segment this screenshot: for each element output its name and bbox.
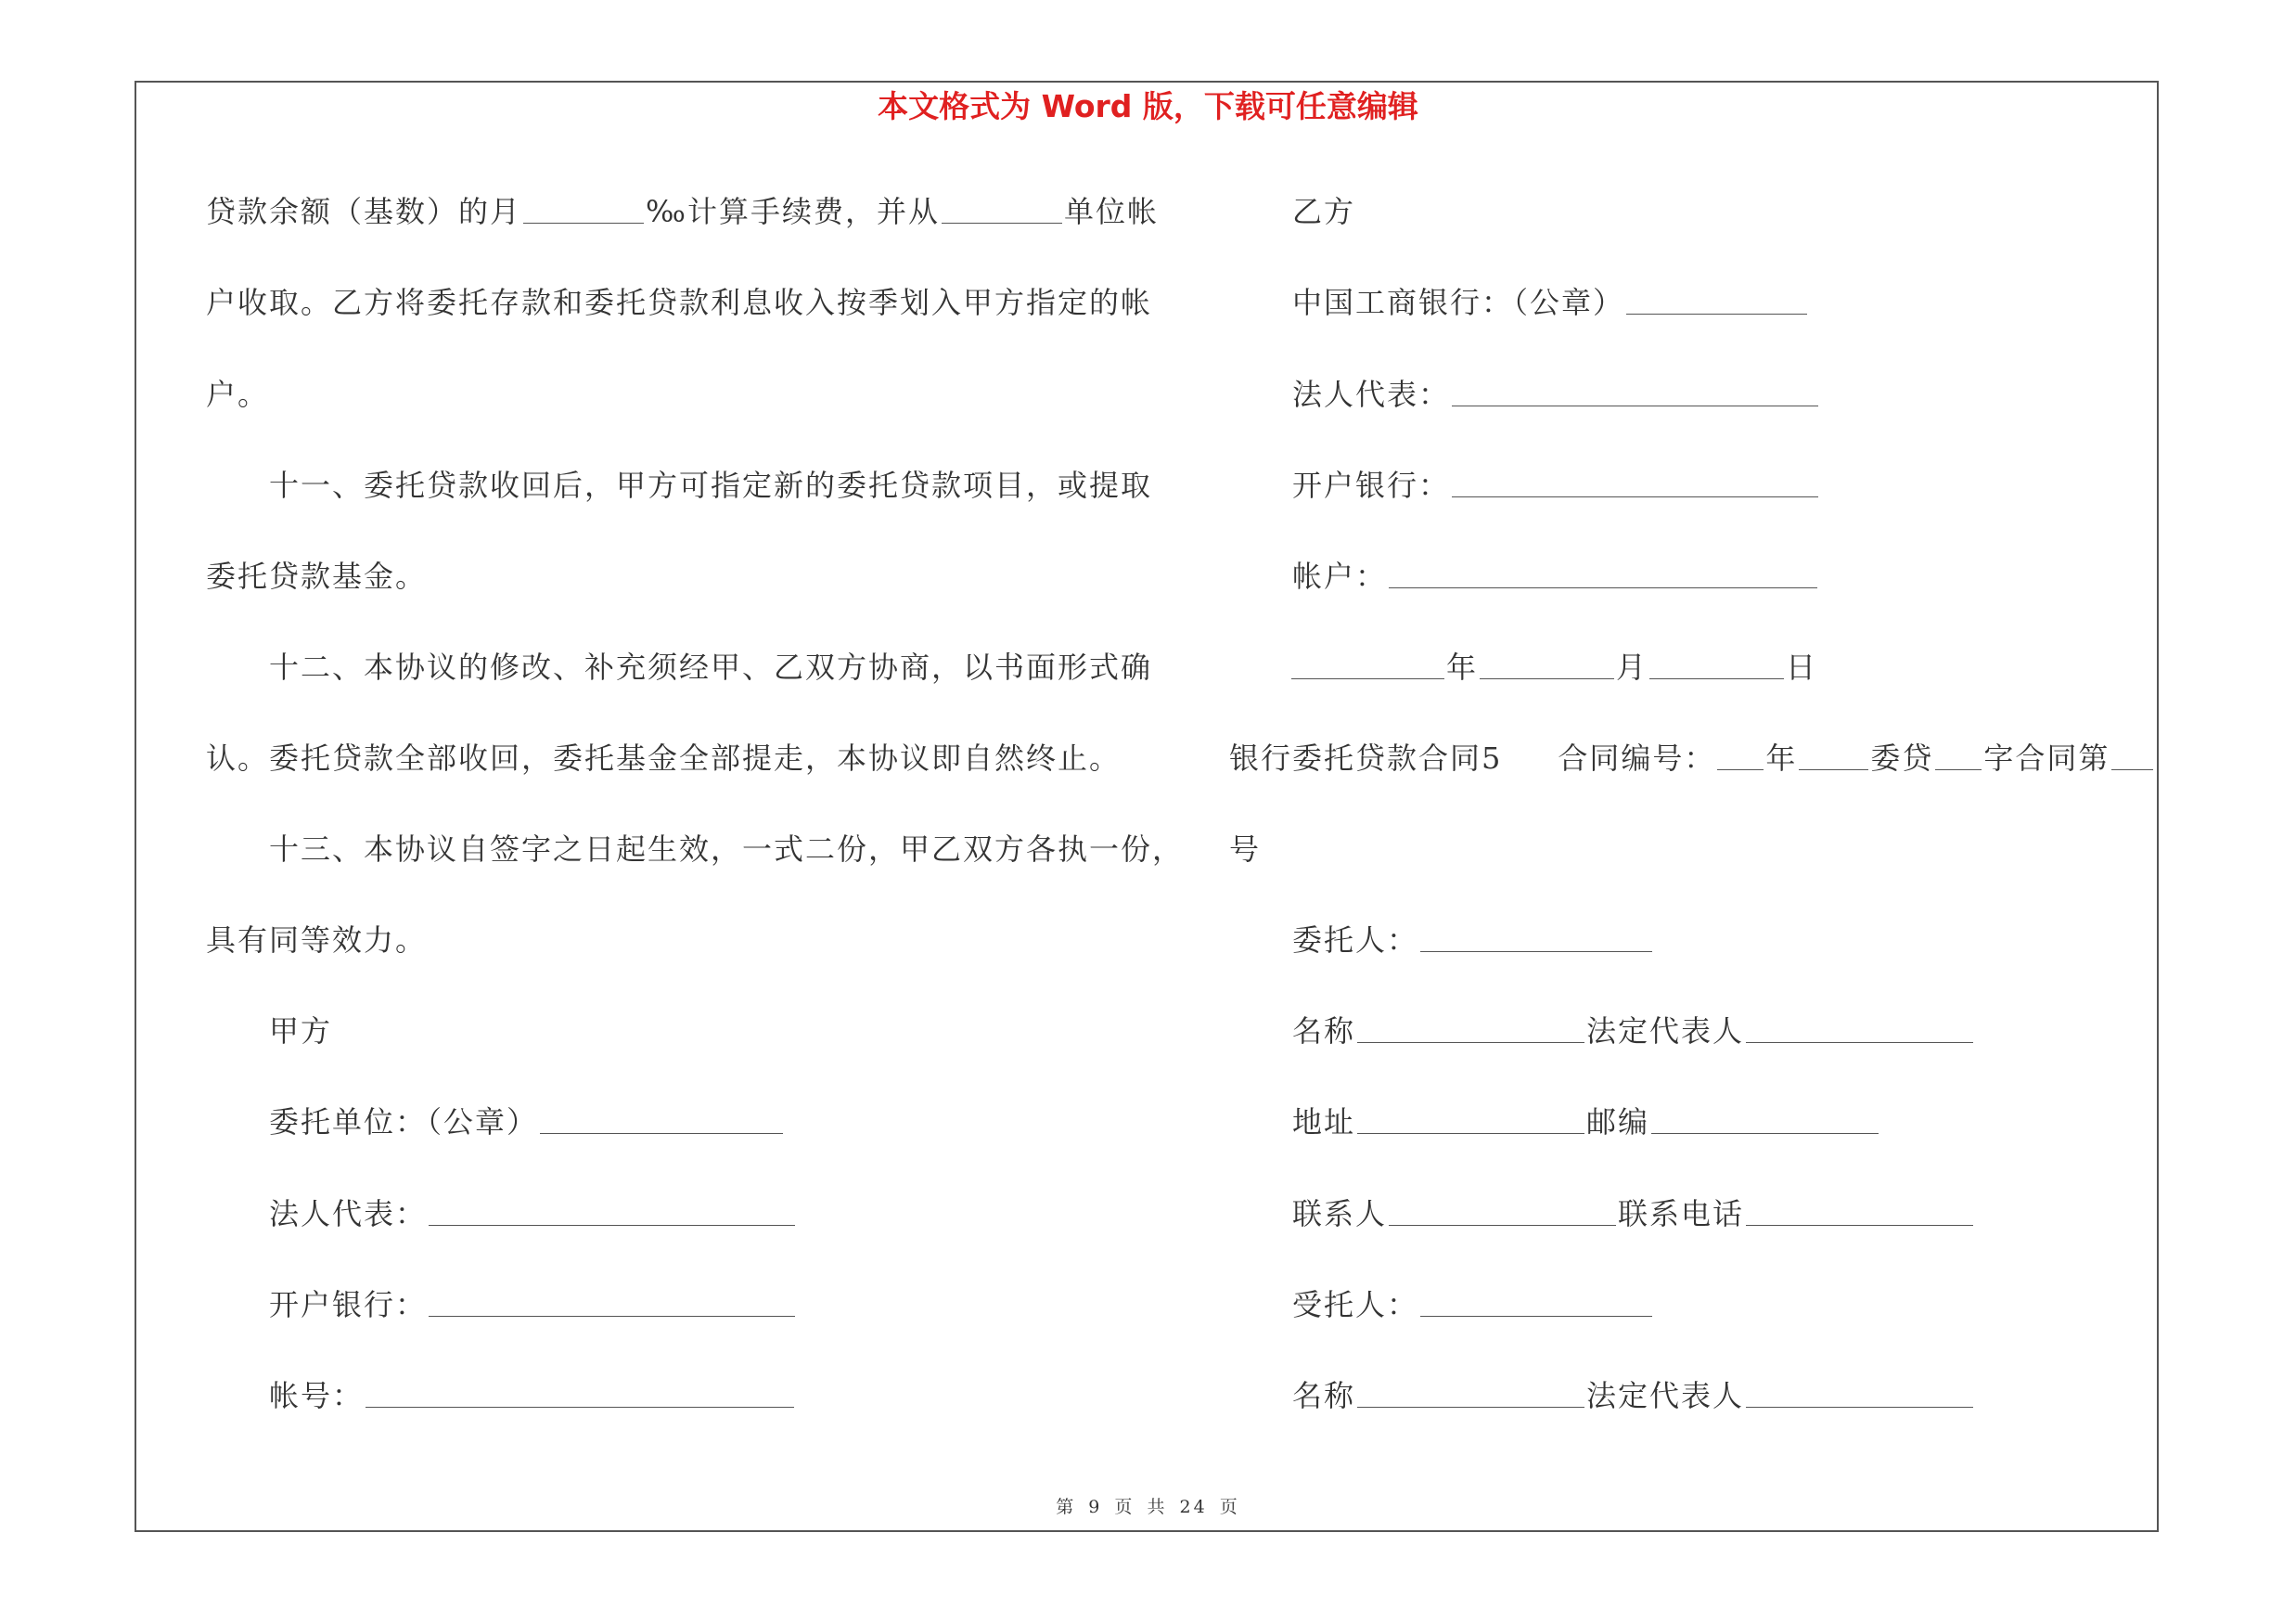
blank-line xyxy=(429,1290,795,1317)
total-pages: 24 xyxy=(1179,1497,1208,1517)
label: 开户银行： xyxy=(1292,468,1451,503)
left-line-4: 十一、委托贷款收回后，甲方可指定新的委托贷款项目，或提取 xyxy=(269,468,1153,503)
left-line-9: 具有同等效力。 xyxy=(206,922,428,958)
contact-phone-line xyxy=(1292,1191,1975,1237)
blank-line xyxy=(1291,652,1444,679)
blank-line xyxy=(540,1107,783,1134)
left-line-5: 委托贷款基金。 xyxy=(206,559,428,594)
icbc-field xyxy=(1292,279,1809,326)
legal-rep-field-b xyxy=(1292,371,1820,418)
label: 联系电话 xyxy=(1618,1196,1745,1231)
year-label: 年 xyxy=(1446,650,1479,685)
trustee-field xyxy=(1292,1282,1654,1328)
footer-prefix: 第 xyxy=(1056,1497,1077,1517)
label: 帐号： xyxy=(269,1378,365,1413)
label: 联系人 xyxy=(1292,1196,1388,1231)
label: 地址 xyxy=(1292,1104,1356,1140)
footer-page-label: 页 xyxy=(1114,1497,1135,1517)
blank-line xyxy=(1649,652,1784,679)
bank-field-a xyxy=(269,1282,797,1328)
text: 委贷 xyxy=(1870,741,1934,776)
blank-line xyxy=(1746,1016,1973,1043)
page-footer xyxy=(0,1494,2296,1520)
label: 委托人： xyxy=(1292,922,1419,958)
month-label: 月 xyxy=(1616,650,1648,685)
bank-field-b xyxy=(1292,462,1820,509)
blank-line xyxy=(1480,652,1614,679)
label: 法定代表人 xyxy=(1586,1013,1745,1049)
party-b-heading: 乙方 xyxy=(1292,194,1356,229)
blank-line xyxy=(1651,1107,1879,1134)
label: 受托人： xyxy=(1292,1287,1419,1322)
text: 年 xyxy=(1765,741,1798,776)
day-label: 日 xyxy=(1786,650,1818,685)
legal-rep-field-a xyxy=(269,1191,797,1237)
entrust-unit-field xyxy=(269,1099,785,1145)
left-line-6: 十二、本协议的修改、补充须经甲、乙双方协商，以书面形式确 xyxy=(269,650,1153,685)
blank-line xyxy=(1935,743,1982,770)
left-line-1 xyxy=(206,188,1159,235)
text: ‰计算手续费，并从 xyxy=(646,194,940,229)
blank-line xyxy=(1420,1290,1652,1317)
left-line-2: 户收取。乙方将委托存款和委托贷款利息收入按季划入甲方指定的帐 xyxy=(206,285,1153,320)
blank-line xyxy=(1389,1199,1616,1226)
page-number: 9 xyxy=(1088,1497,1103,1517)
footer-total-label: 共 xyxy=(1147,1497,1168,1517)
blank-line xyxy=(429,1199,795,1226)
format-banner: 本文格式为 Word 版，下载可任意编辑 xyxy=(878,88,1418,124)
name-legal-rep-line-2 xyxy=(1292,1372,1975,1419)
contract-no-label: 合同编号： xyxy=(1558,741,1716,776)
account-no-field-a xyxy=(269,1372,796,1419)
footer-suffix: 页 xyxy=(1219,1497,1240,1517)
account-field-b xyxy=(1292,553,1819,599)
entruster-field xyxy=(1292,917,1654,963)
name-legal-rep-line-1 xyxy=(1292,1008,1975,1054)
blank-line xyxy=(1420,925,1652,952)
label: 名称 xyxy=(1292,1378,1356,1413)
blank-line xyxy=(1357,1107,1584,1134)
left-line-3: 户。 xyxy=(206,377,270,412)
blank-line xyxy=(1452,470,1818,497)
label: 法人代表： xyxy=(269,1196,428,1231)
blank-line xyxy=(366,1381,794,1408)
blank-line xyxy=(1452,380,1818,406)
label: 委托单位：（公章） xyxy=(269,1104,539,1140)
blank-line xyxy=(523,197,644,224)
blank-line xyxy=(2111,743,2153,770)
date-line xyxy=(1289,644,1817,690)
label: 帐户： xyxy=(1292,559,1388,594)
label: 法人代表： xyxy=(1292,377,1451,412)
text: 贷款余额（基数）的月 xyxy=(206,194,522,229)
contract-no-suffix: 号 xyxy=(1229,831,1262,867)
blank-line xyxy=(1357,1016,1584,1043)
blank-line xyxy=(1799,743,1868,770)
party-a-heading: 甲方 xyxy=(269,1013,333,1049)
blank-line xyxy=(1746,1381,1973,1408)
contract-title: 银行委托贷款合同5 xyxy=(1229,741,1503,776)
blank-line xyxy=(1357,1381,1584,1408)
blank-line xyxy=(1746,1199,1973,1226)
left-line-7: 认。委托贷款全部收回，委托基金全部提走，本协议即自然终止。 xyxy=(206,741,1122,776)
blank-line xyxy=(1717,743,1764,770)
label: 法定代表人 xyxy=(1586,1378,1745,1413)
label: 中国工商银行：（公章） xyxy=(1292,285,1625,320)
address-postcode-line xyxy=(1292,1099,1880,1145)
label: 名称 xyxy=(1292,1013,1356,1049)
left-line-8: 十三、本协议自签字之日起生效，一式二份，甲乙双方各执一份， xyxy=(269,831,1185,867)
label: 开户银行： xyxy=(269,1287,428,1322)
contract-title-line xyxy=(1229,735,2155,781)
text: 字合同第 xyxy=(1983,741,2110,776)
label: 邮编 xyxy=(1586,1104,1650,1140)
blank-line xyxy=(1389,561,1817,588)
blank-line xyxy=(1626,288,1807,315)
text: 单位帐 xyxy=(1063,194,1159,229)
blank-line xyxy=(942,197,1062,224)
